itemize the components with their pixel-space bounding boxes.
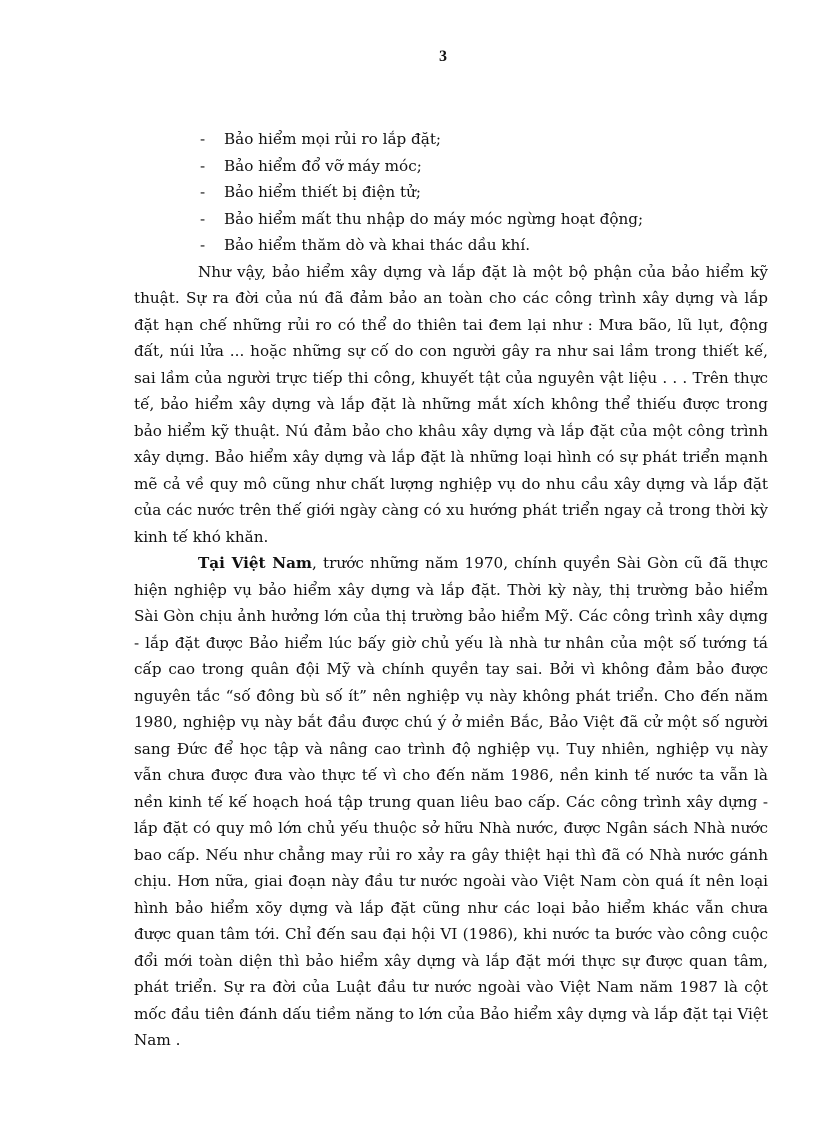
paragraph-body: , trước những năm 1970, chính quyền Sài Gòn cũ đã thực hiện nghiệp vụ bảo hiểm xây dựng và lắp đặt. Thời kỳ này, thị trường bảo hiểm Sài Gòn chịu ảnh hưởng lớn của thị trường bảo hiểm Mỹ. Các công trình xây dựng - lắp đặt được Bảo hiểm lúc bấy giờ chủ yếu là nhà tư nhân của một số tướng tá cấp cao trong quân đội Mỹ và chính quyền tay sai. Bởi vì không đảm bảo được nguyên tắc “số đông bù số ít” nên nghiệp vụ này không phát triển. Cho đến năm 1980, nghiệp vụ này bắt đầu được chú ý ở miền Bắc, Bảo Việt đã cử một số người sang Đức để học tập và nâng cao trình độ nghiệp vụ. Tuy nhiên, nghiệp vụ này vẫn chưa được đưa vào thực tế vì cho đến năm 1986, nền kinh tế nước ta vẫn là nền kinh tế kế hoạch hoá tập trung quan liêu bao cấp. Các công trình xây dựng - lắp đặt có quy mô lớn chủ yếu thuộc sở hữu Nhà nước, được Ngân sách Nhà nước bao cấp. Nếu như chẳng may rủi ro xảy ra gây thiệt hại thì đã có Nhà nước gánh chịu. Hơn nữa, giai đoạn này đầu tư nước ngoài vào Việt Nam còn quá ít nên loại hình bảo hiểm xõy dựng và lắp đặt cũng như các loại bảo hiểm khác vẫn chưa được quan tâm tới. Chỉ đến sau đại hội VI (1986), khi nước ta bước vào công cuộc đổi mới toàn diện thì bảo hiểm xây dựng và lắp đặt mới thực sự được quan tâm, phát triển. Sự ra đời của Luật đầu tư nước ngoài vào Việt Nam năm 1987 là cột mốc đầu tiên đánh dấu tiềm năng to lớn của Bảo hiểm xây dựng và lắp đặt tại Việt Nam . bbox=[134, 554, 768, 1049]
list-item-text: Bảo hiểm thiết bị điện tử; bbox=[224, 183, 421, 201]
list-dash: - bbox=[200, 183, 206, 201]
page-number: 3 bbox=[439, 48, 447, 65]
list-item bbox=[134, 179, 768, 206]
document-body bbox=[134, 126, 768, 1054]
list-dash: - bbox=[200, 156, 206, 175]
list-item bbox=[134, 232, 768, 259]
list-item bbox=[134, 126, 768, 153]
list-item-text: Bảo hiểm mất thu nhập do máy móc ngừng hoạt động; bbox=[224, 209, 644, 228]
paragraph-technical-insurance: Như vậy, bảo hiểm xây dựng và lắp đặt là một bộ phận của bảo hiểm kỹ thuật. Sự ra đời của nú đã đảm bảo an toàn cho các công trình xây dựng và lắp đặt hạn chế những rủi ro có thể do thiên tai đem lại như : Mưa bão, lũ lụt, động đất, núi lửa ... hoặc những sự cố do con người gây ra như sai lầm trong thiết kế, sai lầm của người trực tiếp thi công, khuyết tật của nguyên vật liệu . . . Trên thực tế, bảo hiểm xây dựng và lắp đặt là những mắt xích không thể thiếu được trong bảo hiểm kỹ thuật. Nú đảm bảo cho khâu xây dựng và lắp đặt của một công trình xây dựng. Bảo hiểm xây dựng và lắp đặt là những loại hình có sự phát triển mạnh mẽ cả về quy mô cũng như chất lượng nghiệp vụ do nhu cầu xây dựng và lắp đặt của các nước trên thế giới ngày càng có xu hướng phát triển ngay cả trong thời kỳ kinh tế khó khăn. bbox=[134, 262, 768, 546]
list-item bbox=[134, 206, 768, 233]
list-item-text: Bảo hiểm đổ vỡ máy móc; bbox=[224, 156, 422, 175]
list-item-text: Bảo hiểm thăm dò và khai thác dầu khí. bbox=[224, 236, 531, 254]
paragraph-lead-bold: Tại Việt Nam bbox=[198, 554, 313, 572]
list-dash: - bbox=[200, 130, 206, 148]
insurance-types-list bbox=[134, 126, 768, 259]
list-dash: - bbox=[200, 209, 206, 228]
list-item bbox=[134, 153, 768, 180]
list-item-text: Bảo hiểm mọi rủi ro lắp đặt; bbox=[224, 130, 442, 148]
paragraph-vietnam-history bbox=[134, 550, 768, 1054]
list-dash: - bbox=[200, 236, 206, 254]
